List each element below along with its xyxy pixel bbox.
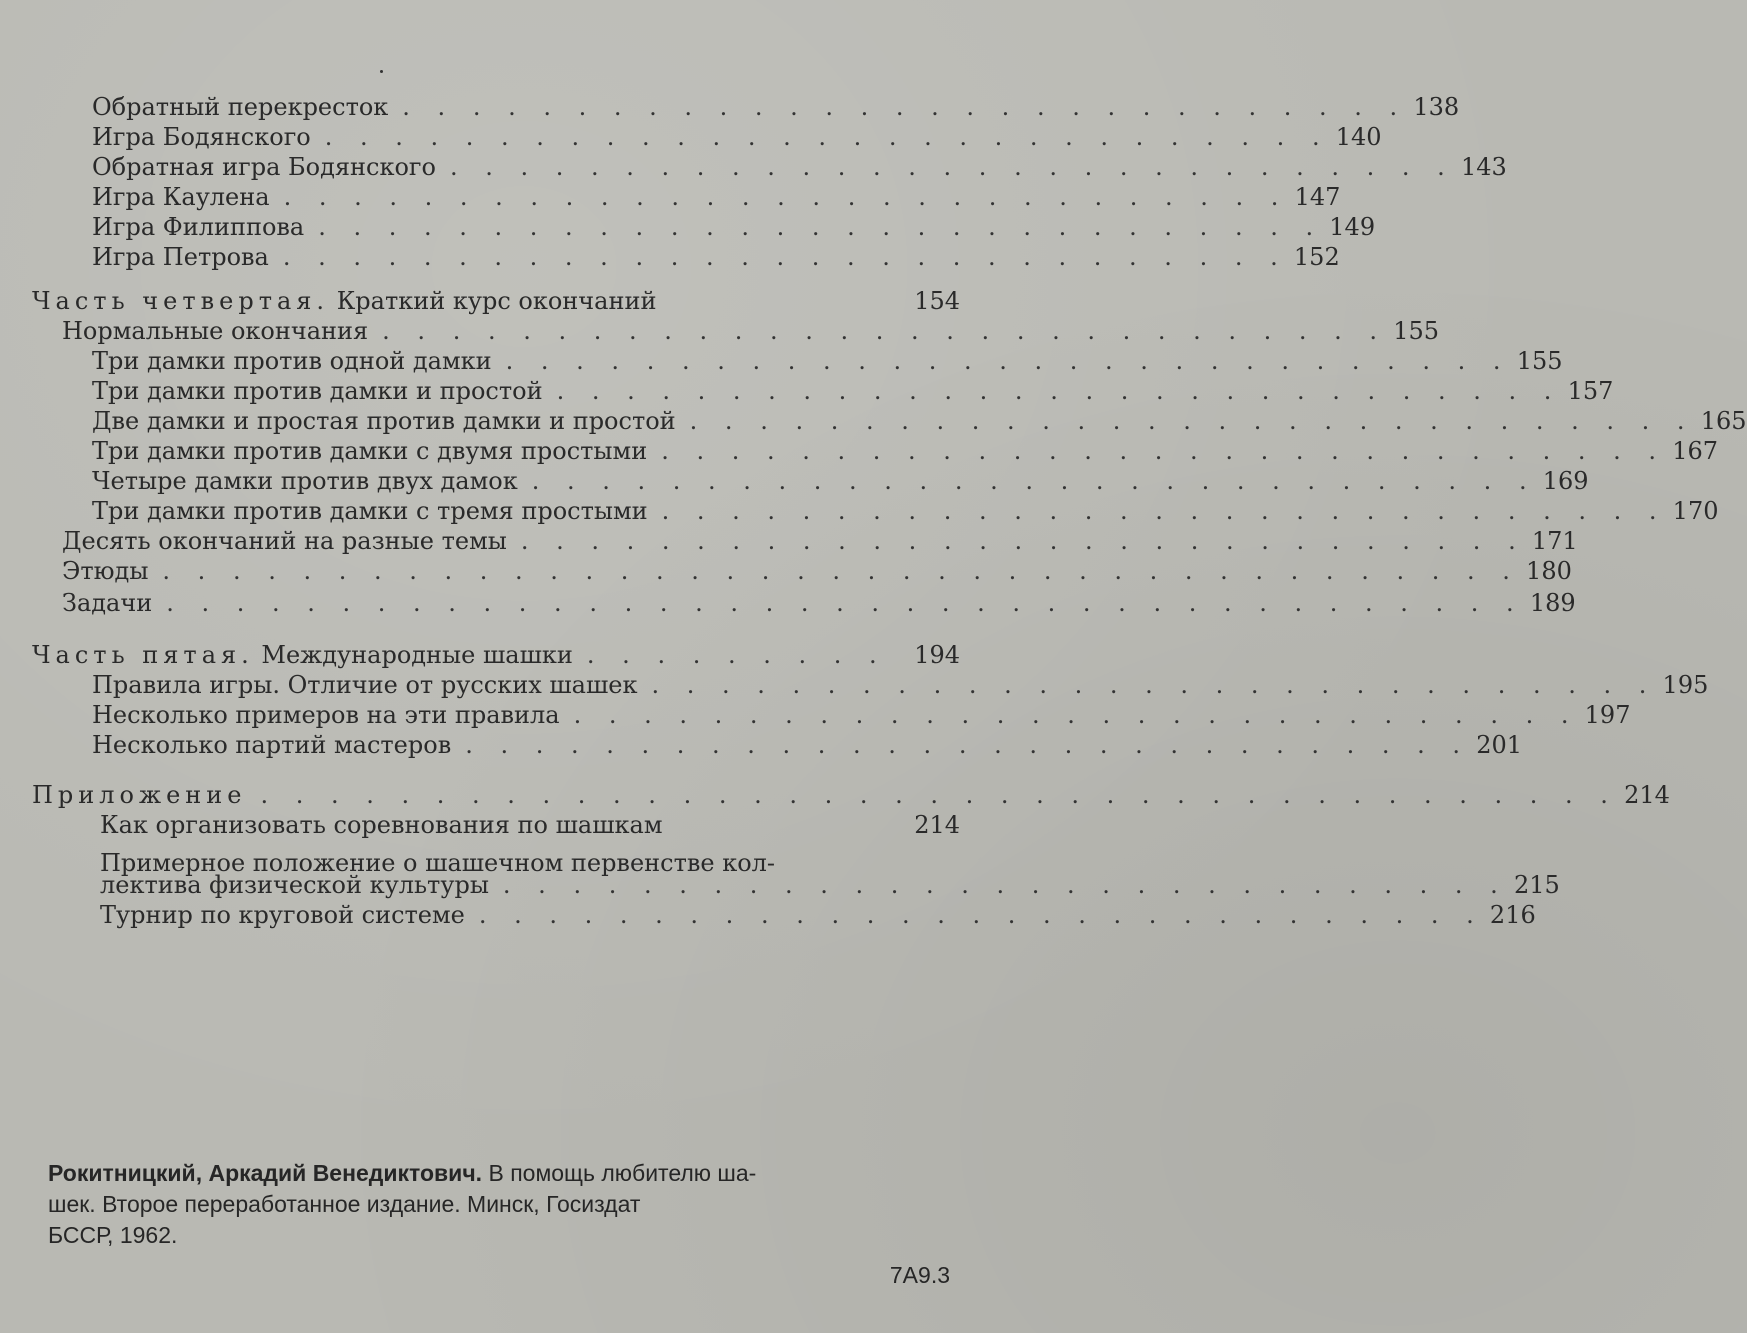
toc-leader: . . . . . . . . . . . . . . . . . . . . . . . . . . . . . bbox=[556, 377, 1562, 405]
toc-entry bbox=[92, 212, 1376, 242]
toc-leader: . . . . . . . . . . . . . . . . . . . . . . . . . . . . . bbox=[283, 183, 1289, 211]
toc-leader: . . . . . . . . . . . . . . . . . . . . . . . . . . . . . bbox=[651, 671, 1657, 699]
toc-page: 180 bbox=[1526, 557, 1572, 585]
toc-title-line1: Примерное положение о шашечном первенстве кол- bbox=[100, 849, 776, 877]
toc-page: 214 bbox=[1624, 781, 1670, 809]
toc-page: 165 bbox=[1700, 407, 1747, 435]
toc-page: 155 bbox=[1393, 317, 1440, 345]
toc-leader: . . . . . . . . . . . . . . . . . . . . . . . . . . . . . bbox=[502, 871, 1508, 899]
toc-entry bbox=[92, 242, 1340, 272]
toc-page: 194 bbox=[914, 641, 960, 669]
toc-leader: . . . . . . . . . . . . . . . . . . . . . . . . . . . . . bbox=[324, 123, 1330, 151]
toc-leader: . . . . . . . . . . . . . . . . . . . . . . . . . . . . . bbox=[505, 347, 1511, 375]
toc-title: Этюды bbox=[62, 557, 149, 585]
toc-leader: . . . . . . . . . . . . . . . . . . . . . . . . . . . . . bbox=[573, 701, 1579, 729]
toc-title: Как организовать соревнования по шашкам bbox=[100, 811, 663, 839]
toc-leader: . . . . . . . . . . . . . . . . . . . . . . . . . . . . . bbox=[449, 153, 1455, 181]
toc-page: 215 bbox=[1513, 871, 1560, 899]
toc-entry bbox=[92, 406, 1747, 436]
toc-part-heading bbox=[32, 780, 1670, 810]
toc-page: 149 bbox=[1329, 213, 1376, 241]
toc-leader: . . . . . . . . . . . . . . . . . . . . . . . . . . . . . bbox=[661, 437, 1667, 465]
toc-leader: . . . . . . . . . . . . . . . . . . . . . . . . . . . . . . . . . . . . . . . bbox=[166, 589, 1524, 617]
toc-leader: . . . . . . . . . . . . . . . . . . . . . . . . . . . . . . . . . . . . . . . bbox=[260, 781, 1618, 809]
toc-page: 201 bbox=[1476, 731, 1523, 759]
toc-page: 138 bbox=[1413, 93, 1460, 121]
toc-page: 167 bbox=[1672, 437, 1719, 465]
toc-page: 157 bbox=[1567, 377, 1614, 405]
toc-entry bbox=[92, 346, 1563, 376]
toc-leader: . . . . . . . . . . . . . . . . . . . . . . . . . . . . . bbox=[661, 497, 1667, 525]
toc-leader: . . . . . . . . . . . . . . . . . . . . . . . . . . . . . bbox=[382, 317, 1388, 345]
part-label: Часть пятая. bbox=[32, 641, 254, 669]
toc-title: Игра Бодянского bbox=[92, 123, 311, 151]
toc-title: Игра Петрова bbox=[92, 243, 269, 271]
toc-entry bbox=[62, 316, 1440, 346]
toc-entry bbox=[100, 900, 1536, 930]
toc-title: Нормальные окончания bbox=[62, 317, 369, 345]
toc-page: 216 bbox=[1489, 901, 1536, 929]
toc-page: 197 bbox=[1584, 701, 1631, 729]
toc-entry bbox=[92, 122, 1382, 152]
toc-entry bbox=[62, 556, 1572, 586]
toc-entry bbox=[92, 466, 1589, 496]
catalog-code: 7А9.3 bbox=[889, 1262, 950, 1288]
toc-title: Три дамки против дамки с двумя простыми bbox=[92, 437, 648, 465]
publisher-year: БССР, 1962. bbox=[48, 1222, 178, 1248]
toc-title: Турнир по круговой системе bbox=[100, 901, 465, 929]
toc-leader: . . . . . . . . . . . . . . . . . . . . . . . . . . . . . bbox=[465, 731, 1471, 759]
toc-title: Четыре дамки против двух дамок bbox=[92, 467, 518, 495]
toc-title: Три дамки против дамки с тремя простыми bbox=[92, 497, 648, 525]
toc-entry bbox=[92, 730, 1523, 760]
toc-entry bbox=[62, 526, 1578, 556]
toc-title: Игра Каулена bbox=[92, 183, 270, 211]
toc-title: лектива физической культуры bbox=[100, 871, 489, 899]
toc-title: Правила игры. Отличие от русских шашек bbox=[92, 671, 638, 699]
bibliographic-record bbox=[48, 1158, 958, 1251]
toc-title: Игра Филиппова bbox=[92, 213, 305, 241]
toc-leader: . . . . . . . . . . . . . . . . . . . . . . . . . . . . . . . . . . . . . . . bbox=[162, 557, 1520, 585]
toc-title: Три дамки против одной дамки bbox=[92, 347, 492, 375]
toc-entry bbox=[92, 496, 1719, 526]
toc-page: 214 bbox=[914, 811, 960, 839]
toc-page: 189 bbox=[1529, 589, 1576, 617]
toc-entry bbox=[92, 152, 1507, 182]
book-title-start: В помощь любителю ша- bbox=[488, 1160, 757, 1186]
toc-entry bbox=[92, 92, 1460, 122]
toc-entry bbox=[100, 810, 960, 840]
toc-part-heading bbox=[32, 640, 960, 670]
toc-entry bbox=[92, 670, 1709, 700]
toc-page: 169 bbox=[1542, 467, 1589, 495]
toc-page: 147 bbox=[1294, 183, 1341, 211]
toc-entry bbox=[92, 376, 1614, 406]
toc-title: Обратный перекресток bbox=[92, 93, 389, 121]
toc-leader: . . . . . . . . . . . . . . . . . . . . . . . . . . . . . bbox=[402, 93, 1408, 121]
part-label: Часть четвертая. bbox=[32, 287, 330, 315]
toc-title: Задачи bbox=[62, 589, 153, 617]
toc-title: Две дамки и простая против дамки и простой bbox=[92, 407, 676, 435]
toc-page: 152 bbox=[1293, 243, 1340, 271]
toc-page: 140 bbox=[1335, 123, 1382, 151]
toc-entry bbox=[92, 700, 1631, 730]
toc-entry bbox=[92, 436, 1719, 466]
toc-entry bbox=[100, 870, 1560, 900]
toc-title: Десять окончаний на разные темы bbox=[62, 527, 507, 555]
toc-page: 155 bbox=[1516, 347, 1563, 375]
toc-leader: . . . . . . . . . . . . . . . . . . . . . . . . . . . . . bbox=[520, 527, 1526, 555]
toc-part-heading bbox=[32, 286, 960, 316]
book-title-rest: шек. Второе переработанное издание. Минск, Госиздат bbox=[48, 1191, 641, 1217]
toc-leader: . . . . . . . . . bbox=[586, 641, 887, 669]
toc-title: Краткий курс окончаний bbox=[336, 287, 657, 315]
toc-entry bbox=[62, 588, 1576, 618]
toc-leader: . . . . . . . . . . . . . . . . . . . . . . . . . . . . . bbox=[689, 407, 1695, 435]
toc-leader: . . . . . . . . . . . . . . . . . . . . . . . . . . . . . bbox=[318, 213, 1324, 241]
toc-leader: . . . . . . . . . . . . . . . . . . . . . . . . . . . . . bbox=[531, 467, 1537, 495]
toc-page: 170 bbox=[1672, 497, 1719, 525]
print-speck bbox=[380, 70, 383, 73]
toc-page: 195 bbox=[1662, 671, 1709, 699]
author-name: Рокитницкий, Аркадий Венедиктович. bbox=[48, 1160, 483, 1186]
toc-title: Три дамки против дамки и простой bbox=[92, 377, 543, 405]
toc-leader: . . . . . . . . . . . . . . . . . . . . . . . . . . . . . bbox=[282, 243, 1288, 271]
toc-leader: . . . . . . . . . . . . . . . . . . . . . . . . . . . . . bbox=[478, 901, 1484, 929]
toc-page: 143 bbox=[1460, 153, 1507, 181]
toc-page: 171 bbox=[1531, 527, 1578, 555]
toc-title: Несколько примеров на эти правила bbox=[92, 701, 560, 729]
toc-title: Международные шашки bbox=[261, 641, 573, 669]
toc-title: Обратная игра Бодянского bbox=[92, 153, 436, 181]
toc-title: Несколько партий мастеров bbox=[92, 731, 452, 759]
toc-page: 154 bbox=[914, 287, 960, 315]
toc-entry bbox=[92, 182, 1341, 212]
toc-title: Приложение bbox=[32, 781, 247, 809]
